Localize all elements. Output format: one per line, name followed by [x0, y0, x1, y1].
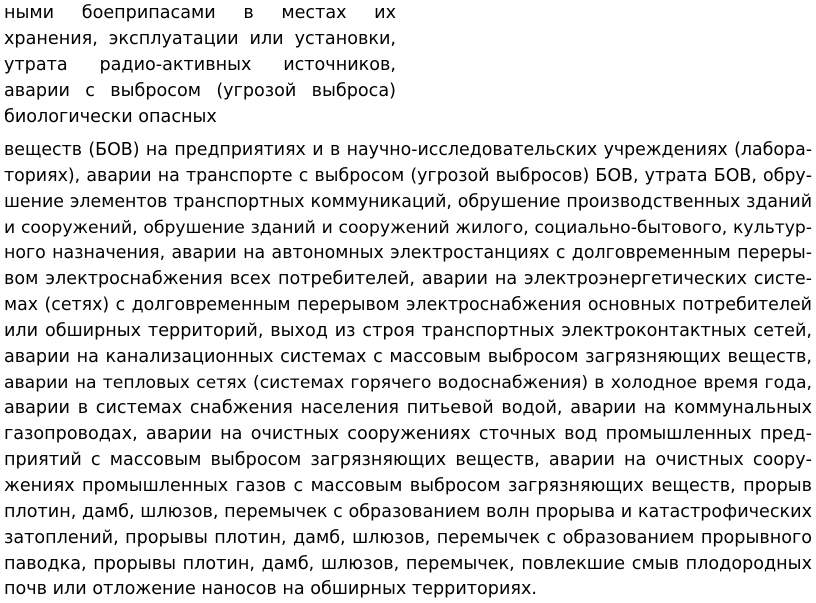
- text-line: газопроводах, аварии на очистных сооружениях сточных вод промышленных пред-: [4, 424, 812, 445]
- text-line: утрата радио-активных источников,: [4, 54, 396, 75]
- text-line: почв или отложение наносов на обширных территориях.: [4, 579, 537, 600]
- text-line: аварии на тепловых сетях (системах горячего водоснабжения) в холодное время года,: [4, 372, 812, 393]
- text-line: аварии в системах снабжения населения питьевой водой, аварии на коммунальных: [4, 398, 812, 419]
- text-line: аварии с выбросом (угрозой выброса): [4, 80, 396, 101]
- text-line: жениях промышленных газов с массовым выбросом загрязняющих веществ, прорыв: [4, 475, 812, 496]
- full-width-paragraph: [4, 138, 812, 603]
- text-line: приятий с массовым выбросом загрязняющих веществ, аварии на очистных соору-: [4, 450, 812, 471]
- text-line: вом электроснабжения всех потребителей, аварии на электроэнергетических систе-: [4, 269, 812, 290]
- text-line: шение элементов транспортных коммуникаций, обрушение производственных зданий: [4, 191, 812, 212]
- text-line: паводка, прорывы плотин, дамб, шлюзов, перемычек, повлекшие смыв плодородных: [4, 553, 812, 574]
- text-line: ного назначения, аварии на автономных электростанциях с долговременным переры-: [4, 243, 812, 264]
- text-line: ными боеприпасами в местах их: [4, 3, 396, 23]
- text-line: мах (сетях) с долговременным перерывом электроснабжения основных потребителей: [4, 295, 812, 316]
- text-line: плотин, дамб, шлюзов, перемычек с образованием волн прорыва и катастрофических: [4, 501, 812, 522]
- text-line: ториях), аварии на транспорте с выбросом (угрозой выбросов) БОВ, утрата БОВ, обру-: [4, 165, 812, 186]
- text-line: веществ (БОВ) на предприятиях и в научно-исследовательских учреждениях (лабора-: [4, 140, 812, 160]
- text-line: хранения, эксплуатации или установки,: [4, 28, 396, 49]
- text-line: затоплений, прорывы плотин, дамб, шлюзов, перемычек с образованием прорывного: [4, 527, 812, 548]
- text-line: биологически опасных: [4, 106, 217, 127]
- text-line: и сооружений, обрушение зданий и сооружений жилого, социально-бытового, культур-: [4, 217, 812, 238]
- text-line: аварии на канализационных системах с массовым выбросом загрязняющих веществ,: [4, 346, 812, 367]
- top-column-paragraph: [4, 1, 396, 130]
- text-line: или обширных территорий, выход из строя транспортных электроконтактных сетей,: [4, 320, 812, 341]
